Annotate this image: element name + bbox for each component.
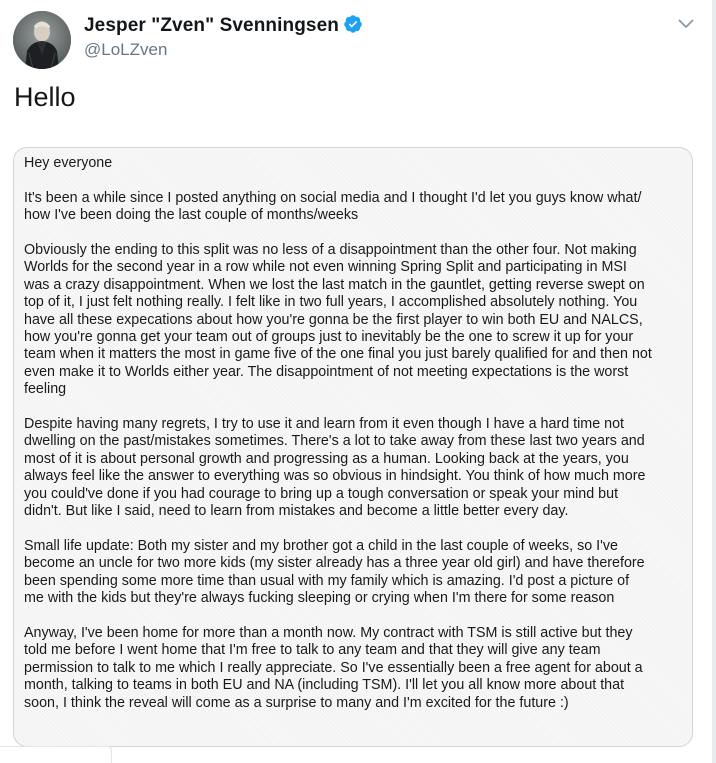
- note-line: month, talking to teams in both EU and NA (including TSM). I'll let you all know more about that: [24, 677, 625, 694]
- note-line: feeling: [24, 381, 67, 398]
- note-line: soon, I think the reveal will come as a surprise to many and I'm excited for the future :): [24, 694, 569, 711]
- display-name[interactable]: [84, 14, 363, 37]
- note-paragraph: [24, 155, 688, 172]
- note-line: Worlds for the second year in a row while not even winning Spring Split and participating in MSI: [24, 259, 627, 276]
- note-line: even make it to Worlds either year. The disappointment of not meeting expectations is the worst: [24, 363, 629, 380]
- avatar[interactable]: [13, 11, 71, 69]
- note-paragraph: [24, 190, 688, 225]
- note-line: you could've done if you had courage to bring up a tough conversation or speak your mind but: [24, 485, 619, 502]
- note-line: told me before I went home that I'm free to talk to any team and that they will give any team: [24, 642, 601, 659]
- note-line: was a crazy disappointment. When we lost the last match in the gauntlet, getting reverse swept on: [24, 276, 645, 293]
- note-line: team when it matters the most in game five of the one final you just barely qualified for and then not: [24, 346, 652, 363]
- bottom-tab[interactable]: [0, 746, 112, 763]
- note-line: always feel like the answer to everything was so obvious in hindsight. You think of how much more: [24, 468, 646, 485]
- scrollbar-track[interactable]: [712, 0, 716, 763]
- note-line: dwelling on the past/mistakes sometimes. There's a lot to take away from these last two years and: [24, 433, 645, 450]
- chevron-down-icon[interactable]: [678, 18, 694, 30]
- note-line: most of it is about personal growth and progressing as a human. Looking back at the years, you: [24, 450, 629, 467]
- note-line: Small life update: Both my sister and my brother got a child in the last couple of weeks, so I've: [24, 537, 618, 554]
- note-text: [24, 155, 688, 729]
- note-paragraph: [24, 625, 688, 712]
- note-line: Anyway, I've been home for more than a month now. My contract with TSM is still active but they: [24, 624, 633, 641]
- note-line: how I've been doing the last couple of months/weeks: [24, 207, 359, 224]
- note-line: how you're gonna get your team out of groups just to inevitably be the one to screw it up for your: [24, 329, 634, 346]
- verified-badge-icon: [343, 14, 363, 34]
- note-paragraph: [24, 538, 688, 608]
- tweet-text: Hello: [14, 82, 76, 112]
- avatar-photo-icon: [13, 11, 71, 69]
- note-line: become an uncle for two more kids (my sister already has a three year old girl) and have therefore: [24, 555, 645, 572]
- note-line: didn't. But like I said, need to learn from mistakes and become a little better every day.: [24, 503, 569, 520]
- handle[interactable]: @LoLZven: [84, 40, 168, 59]
- attached-image[interactable]: [13, 147, 693, 747]
- note-line: Despite having many regrets, I try to use it and learn from it even though I have a hard time not: [24, 416, 624, 433]
- display-name-text: Jesper "Zven" Svenningsen: [84, 15, 339, 36]
- note-line: permission to talk to me which I really appreciate. So I've essentially been a free agent for about a: [24, 659, 643, 676]
- note-paragraph: [24, 416, 688, 520]
- note-line: have all these expecations about how you're gonna be the first player to win both EU and NALCS,: [24, 311, 643, 328]
- note-line: Obviously the ending to this split was no less of a disappointment than the other four. Not making: [24, 242, 637, 258]
- note-line: top of it, I just felt nothing really. I felt like in two full years, I accomplished absolutely nothing. You: [24, 294, 638, 311]
- note-line: It's been a while since I posted anything on social media and I thought I'd let you guys know what/: [24, 189, 642, 206]
- note-paragraph: [24, 242, 688, 399]
- note-line: Hey everyone: [24, 155, 113, 171]
- note-line: been spending some more time than usual with my family which is amazing. I'd post a picture of: [24, 572, 630, 589]
- note-line: me with the kids but they're always fucking sleeping or crying when I'm there for some reason: [24, 590, 615, 607]
